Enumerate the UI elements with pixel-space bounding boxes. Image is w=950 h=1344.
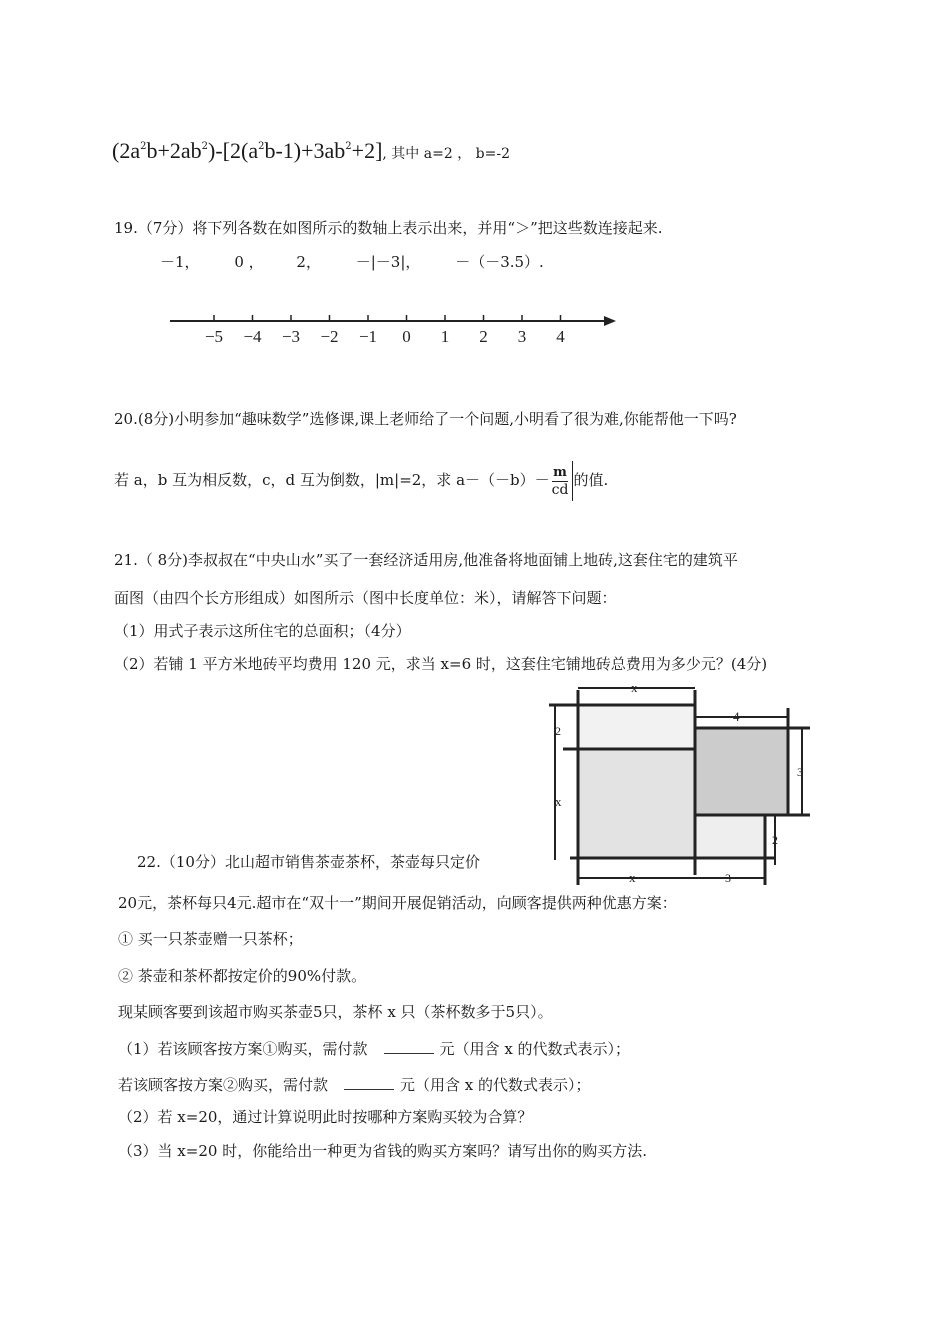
label-x-left: x [555, 794, 562, 809]
q19-num: 2， [296, 253, 321, 271]
frac-numerator: m [553, 465, 567, 480]
q21-sub1: （1）用式子表示这所住宅的总面积；（4分） [114, 622, 411, 640]
axis-tick-label: −2 [320, 327, 339, 346]
expr-d: [2(a [222, 138, 259, 163]
room-top-left [578, 705, 695, 749]
axis-arrow [604, 316, 616, 326]
axis-tick-label: 4 [556, 327, 565, 346]
label-three-bottom: 3 [725, 871, 731, 885]
axis-tick-label: −5 [204, 327, 224, 346]
axis-tick-label: 2 [479, 327, 488, 346]
q22-s3: （3）当 x=20 时，你能给出一种更为省钱的购买方案吗？请写出你的购买方法. [118, 1142, 647, 1160]
q18-expression: $(2a^2b+2ab^2)-[2(a^2b-1)+3ab^2+2]$, 其中 a=2 ， b=-2 [112, 138, 510, 163]
q20-body-end: 的值. [573, 471, 609, 489]
axis-tick-label: −1 [358, 327, 378, 346]
q21-line1: 21.（ 8分)李叔叔在“中央山水”买了一套经济适用房,他准备将地面铺上地砖,这套住宅的建筑平 [114, 551, 738, 569]
q22-line1: 22.（10分）北山超市销售茶壶茶杯，茶壶每只定价 [137, 853, 480, 871]
q20-title: 20.(8分)小明参加“趣味数学”选修课,课上老师给了一个问题,小明看了很为难,你能帮他一下吗? [114, 410, 737, 428]
q18-condition: , 其中 a=2 ， b=-2 [382, 146, 510, 162]
q19-num: －1， [160, 253, 200, 271]
expr-c: )- [208, 138, 223, 163]
room-main [578, 749, 695, 858]
q21-line2: 面图（由四个长方形组成）如图所示（图中长度单位：米），请解答下问题： [114, 589, 617, 607]
answer-blank[interactable] [384, 1039, 434, 1054]
q19-num: 0 ， [234, 253, 264, 271]
label-x-bottom: x [629, 870, 636, 885]
frac-denominator: cd [551, 482, 569, 498]
q20-body-a: 若 a，b 互为相反数，c，d 互为倒数， [114, 471, 375, 489]
room-bottom-right [695, 815, 765, 858]
axis-tick-label: 1 [440, 327, 450, 346]
q19-num: －|－3|， [355, 253, 421, 271]
number-line [170, 310, 630, 350]
q22-opt1: ① 买一只茶壶赠一只茶杯； [118, 930, 303, 948]
answer-blank[interactable] [344, 1075, 394, 1090]
q22-intro: 现某顾客要到该超市购买茶壶5只，茶杯 x 只（茶杯数多于5只）。 [118, 1003, 553, 1021]
q22-s2: （2）若 x=20，通过计算说明此时按哪种方案购买较为合算？ [118, 1108, 533, 1126]
axis-tick-label: 0 [402, 327, 411, 346]
q19-num: －（－3.5）. [455, 253, 544, 271]
label-two-right: 2 [772, 833, 778, 847]
q22-line2: 20元，茶杯每只4元.超市在“双十一”期间开展促销活动，向顾客提供两种优惠方案： [118, 894, 677, 912]
axis-tick-label: −3 [281, 327, 301, 346]
q22-s1b: 若该顾客按方案②购买，需付款 元（用含 x 的代数式表示）； [118, 1076, 591, 1094]
expr-f: +2] [351, 138, 383, 163]
floor-plan-figure [545, 680, 835, 890]
axis-tick-label: 3 [517, 327, 527, 346]
expr-b: b+2ab [146, 138, 202, 163]
q20-body-abs: |m|=2，求 a－（－b）－ [374, 471, 550, 489]
q22-opt2: ② 茶壶和茶杯都按定价的90%付款。 [118, 967, 367, 985]
q20-body [114, 460, 608, 500]
label-three-right: 3 [797, 765, 803, 779]
q20-fraction [550, 461, 574, 501]
expr-a: (2a [112, 138, 141, 163]
label-four: 4 [733, 709, 740, 724]
q19-numbers [160, 252, 544, 272]
room-right-dark [695, 728, 788, 815]
axis-tick-label: −4 [243, 327, 262, 346]
expr-e: b-1)+3ab [264, 138, 346, 163]
label-x-top: x [631, 680, 638, 695]
label-two-left: 2 [555, 724, 561, 738]
q19-title: 19.（7分）将下列各数在如图所示的数轴上表示出来，并用“＞”把这些数连接起来. [114, 219, 663, 237]
q22-s1a: （1）若该顾客按方案①购买，需付款 元（用含 x 的代数式表示）； [118, 1040, 631, 1058]
q21-sub2: （2）若铺 1 平方米地砖平均费用 120 元，求当 x=6 时，这套住宅铺地砖总费用为多少元？(4分) [114, 655, 768, 673]
